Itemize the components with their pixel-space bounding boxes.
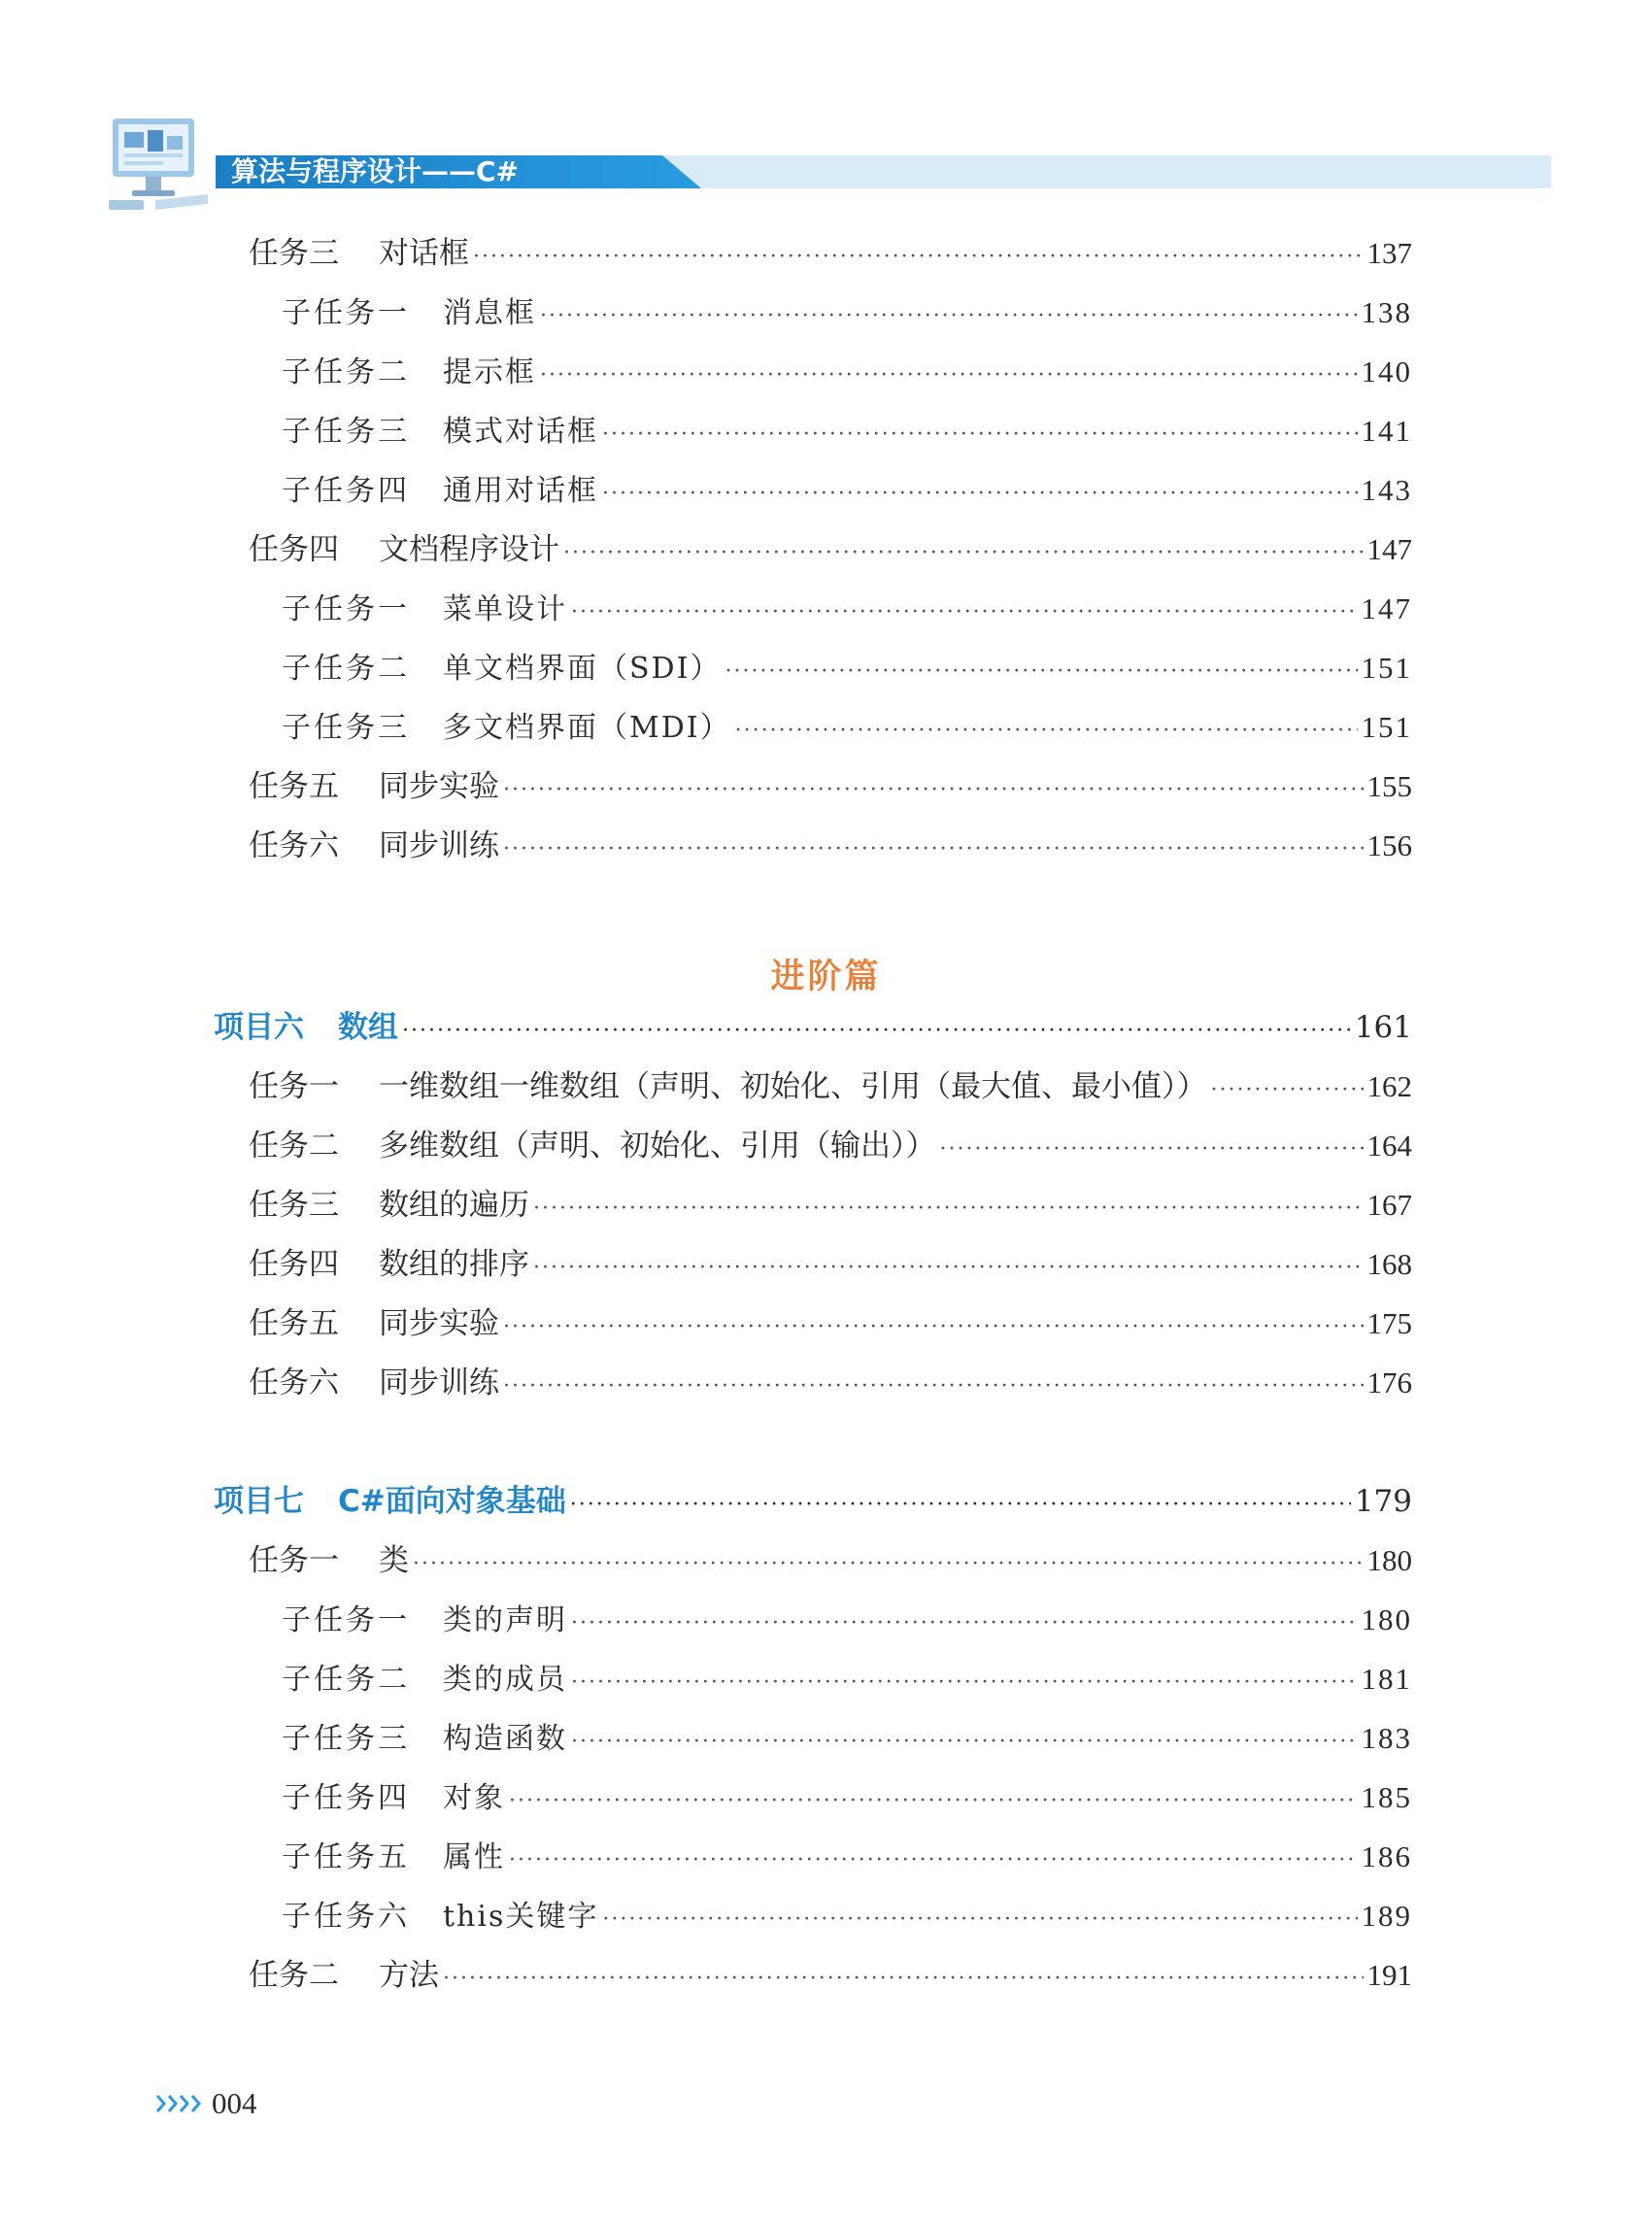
leader-dots — [533, 1247, 1364, 1290]
toc-page: 180 — [1366, 1543, 1412, 1577]
leader-dots — [402, 1010, 1351, 1053]
toc-label: 子任务二 — [282, 355, 410, 389]
toc-entry[interactable] — [0, 1954, 1652, 1997]
toc-entry[interactable] — [0, 1599, 1652, 1641]
toc-title: C#面向对象基础 — [338, 1484, 566, 1519]
toc-entry[interactable] — [0, 1539, 1652, 1582]
toc-entry[interactable] — [0, 1243, 1652, 1286]
toc-page: 175 — [1366, 1306, 1412, 1340]
leader-dots — [571, 1602, 1358, 1645]
toc-entry[interactable] — [0, 469, 1652, 512]
toc-page: 147 — [1361, 591, 1412, 625]
leader-dots — [602, 1899, 1357, 1941]
toc-entry[interactable] — [0, 1895, 1652, 1938]
toc-title: 菜单设计 — [443, 592, 567, 626]
toc-page: 161 — [1354, 1010, 1412, 1045]
leader-dots — [503, 828, 1364, 871]
toc-label: 任务二 — [249, 1958, 339, 1993]
toc-entry[interactable] — [0, 825, 1652, 867]
page-header — [107, 107, 1447, 223]
toc-entry[interactable] — [0, 291, 1652, 334]
toc-label: 子任务一 — [282, 1603, 410, 1637]
leader-dots — [571, 1662, 1358, 1704]
toc-page: 147 — [1366, 532, 1412, 566]
toc-page: 141 — [1361, 414, 1412, 448]
leader-dots — [503, 769, 1364, 812]
toc-title: 单文档界面（SDI） — [443, 652, 722, 686]
toc-page: 180 — [1361, 1602, 1412, 1636]
leader-dots — [509, 1839, 1358, 1882]
toc-label: 子任务四 — [282, 474, 410, 508]
computer-illustration-icon — [107, 107, 214, 223]
leader-dots — [571, 591, 1358, 634]
page-footer — [155, 2084, 257, 2123]
toc-page: 186 — [1361, 1839, 1412, 1873]
toc-page: 167 — [1366, 1188, 1412, 1222]
toc-title: 多文档界面（MDI） — [443, 711, 731, 745]
toc-entry[interactable] — [0, 1184, 1652, 1227]
toc-entry[interactable] — [0, 528, 1652, 571]
leader-dots — [571, 1721, 1358, 1764]
leader-dots — [533, 1188, 1364, 1230]
toc-label: 任务一 — [249, 1069, 339, 1104]
toc-title: 通用对话框 — [443, 474, 598, 508]
toc-page: 179 — [1354, 1484, 1412, 1519]
toc-label: 子任务二 — [282, 652, 410, 686]
leader-dots — [1211, 1069, 1364, 1112]
toc-entry[interactable] — [0, 1302, 1652, 1345]
toc-title: 多维数组（声明、初始化、引用（输出）） — [379, 1129, 936, 1163]
toc-label: 项目七 — [214, 1484, 304, 1519]
toc-entry[interactable] — [0, 588, 1652, 630]
toc-title: 同步训练 — [379, 1365, 499, 1400]
toc-page: 185 — [1361, 1780, 1412, 1814]
toc-page: 138 — [1361, 295, 1412, 329]
toc-page: 191 — [1366, 1958, 1412, 1992]
toc-label: 任务四 — [249, 532, 339, 567]
toc-page: 168 — [1366, 1247, 1412, 1281]
book-title: 算法与程序设计——C# — [231, 155, 520, 187]
toc-title: 对象 — [443, 1781, 505, 1815]
toc-page: 162 — [1366, 1069, 1412, 1103]
toc-label: 子任务三 — [282, 711, 410, 745]
leader-dots — [503, 1306, 1364, 1349]
leader-dots — [443, 1958, 1364, 2001]
toc-title: 数组的遍历 — [379, 1188, 529, 1223]
toc-title: this关键字 — [443, 1900, 599, 1934]
toc-page: 183 — [1361, 1721, 1412, 1755]
toc-label: 子任务三 — [282, 1722, 410, 1756]
toc-label: 任务五 — [249, 1306, 339, 1341]
section-heading: 进阶篇 — [770, 958, 882, 996]
leader-dots — [735, 710, 1358, 753]
toc-page: 181 — [1361, 1662, 1412, 1696]
toc-label: 子任务二 — [282, 1663, 410, 1697]
toc-entry[interactable] — [0, 1717, 1652, 1760]
toc-project-entry[interactable] — [0, 1006, 1652, 1049]
leader-dots — [602, 473, 1358, 516]
leader-dots — [940, 1129, 1364, 1171]
toc-title: 类 — [379, 1543, 409, 1578]
page-number: 004 — [212, 2086, 257, 2120]
toc-title: 方法 — [379, 1958, 439, 1993]
toc-label: 子任务四 — [282, 1781, 410, 1815]
toc-label: 任务四 — [249, 1247, 339, 1282]
toc-title: 一维数组一维数组（声明、初始化、引用（最大值、最小值）） — [379, 1069, 1207, 1104]
toc-entry[interactable] — [0, 647, 1652, 690]
leader-dots — [563, 532, 1364, 575]
toc-entry[interactable] — [0, 351, 1652, 393]
leader-dots — [540, 354, 1358, 397]
toc-label: 子任务一 — [282, 592, 410, 626]
toc-label: 任务一 — [249, 1543, 339, 1578]
toc-entry[interactable] — [0, 1836, 1652, 1878]
toc-title: 类的成员 — [443, 1663, 567, 1697]
toc-page: 164 — [1366, 1129, 1412, 1163]
toc-title: 类的声明 — [443, 1603, 567, 1637]
toc-label: 子任务六 — [282, 1900, 410, 1934]
toc-label: 项目六 — [214, 1010, 304, 1045]
chevrons-right-icon — [155, 2093, 206, 2114]
toc-title: 同步实验 — [379, 1306, 499, 1341]
toc-title: 提示框 — [443, 355, 536, 389]
toc-entry[interactable] — [0, 1776, 1652, 1819]
toc-page: 151 — [1361, 710, 1412, 744]
toc-title: 构造函数 — [443, 1722, 567, 1756]
toc-entry[interactable] — [0, 1362, 1652, 1404]
toc-project-entry[interactable] — [0, 1480, 1652, 1523]
toc-entry[interactable] — [0, 765, 1652, 808]
toc-title: 模式对话框 — [443, 415, 598, 449]
leader-dots — [473, 236, 1364, 279]
leader-dots — [570, 1484, 1351, 1527]
leader-dots — [725, 651, 1357, 693]
toc-title: 属性 — [443, 1840, 505, 1874]
leader-dots — [503, 1365, 1364, 1408]
toc-entry[interactable] — [0, 1065, 1652, 1108]
toc-label: 子任务三 — [282, 415, 410, 449]
toc-title: 数组的排序 — [379, 1247, 529, 1282]
leader-dots — [413, 1543, 1364, 1586]
toc-label: 任务三 — [249, 236, 339, 271]
toc-page: 137 — [1366, 236, 1412, 270]
toc-entry[interactable] — [0, 1125, 1652, 1167]
toc-title: 文档程序设计 — [379, 532, 559, 567]
toc-entry[interactable] — [0, 706, 1652, 749]
toc-label: 子任务五 — [282, 1840, 410, 1874]
leader-dots — [509, 1780, 1358, 1823]
toc-label: 任务二 — [249, 1129, 339, 1163]
toc-page: 155 — [1366, 769, 1412, 803]
leader-dots — [540, 295, 1358, 338]
toc-page: 140 — [1361, 354, 1412, 388]
leader-dots — [602, 414, 1358, 456]
toc-entry[interactable] — [0, 232, 1652, 275]
toc-label: 任务六 — [249, 828, 339, 863]
toc-title: 对话框 — [379, 236, 469, 271]
toc-page: 156 — [1366, 828, 1412, 862]
toc-page: 189 — [1361, 1899, 1412, 1933]
toc-label: 子任务一 — [282, 296, 410, 330]
toc-title: 消息框 — [443, 296, 536, 330]
toc-page: 151 — [1361, 651, 1412, 685]
toc-page: 176 — [1366, 1365, 1412, 1399]
toc-label: 任务五 — [249, 769, 339, 804]
toc-entry[interactable] — [0, 410, 1652, 453]
toc-label: 任务三 — [249, 1188, 339, 1223]
toc-title: 同步实验 — [379, 769, 499, 804]
toc-label: 任务六 — [249, 1365, 339, 1400]
toc-page: 143 — [1361, 473, 1412, 507]
toc-title: 数组 — [338, 1010, 398, 1045]
toc-title: 同步训练 — [379, 828, 499, 863]
toc-entry[interactable] — [0, 1658, 1652, 1701]
